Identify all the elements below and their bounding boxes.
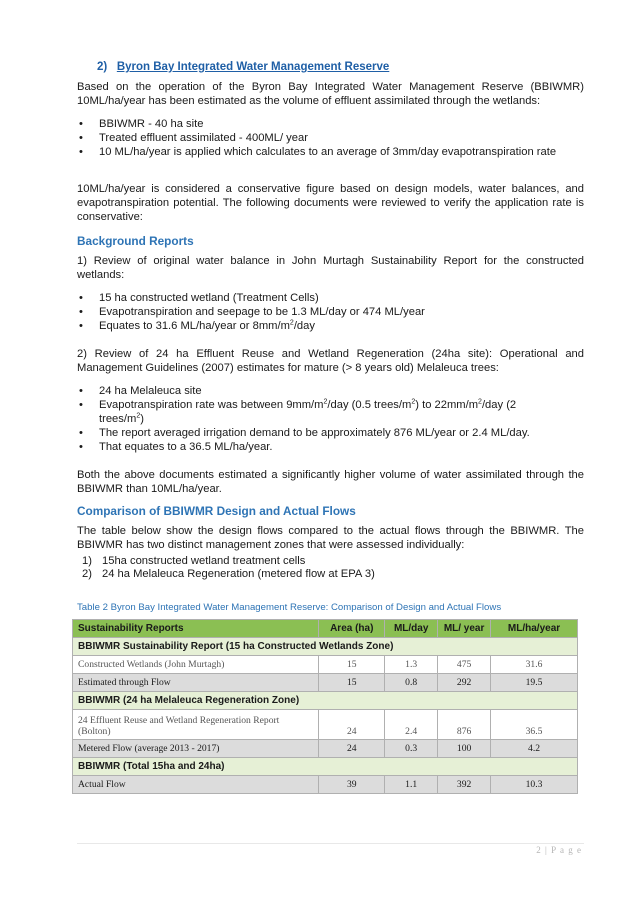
list-item: • 15 ha constructed wetland (Treatment Cells) <box>77 291 587 305</box>
comparison-heading: Comparison of BBIWMR Design and Actual Flows <box>77 504 356 518</box>
flows-table <box>72 619 578 794</box>
intro-paragraph: Based on the operation of the Byron Bay Integrated Water Management Reserve (BBIWMR) 10ML/ha/year has been estimated as the volume of effluent assimilated through the wetlands: <box>77 81 584 107</box>
zone-list <box>82 555 375 581</box>
table-header-row <box>73 620 578 638</box>
review1-bullet-list <box>77 291 587 333</box>
section-title: Byron Bay Integrated Water Management Reserve <box>116 61 390 73</box>
list-item: • That equates to a 36.5 ML/ha/year. <box>77 440 557 454</box>
table-row: Constructed Wetlands (John Murtagh) 15 1.3 475 31.6 <box>73 656 578 674</box>
footer-divider <box>77 843 584 844</box>
list-item: • Evapotranspiration rate was between $9mm/m^2$/day (0.5 trees/$m^2$) to $22mm/m^2$/day (2 trees/$m^2$) <box>77 398 557 426</box>
review2-paragraph: 2) Review of 24 ha Effluent Reuse and Wetland Regeneration (24ha site): Operational and Management Guidelines (2007) estimates for mature (> 8 years old) Melaleuca trees: <box>77 348 584 374</box>
review1-paragraph: 1) Review of original water balance in John Murtagh Sustainability Report for the constructed wetlands: <box>77 255 584 281</box>
list-item: 1) 15ha constructed wetland treatment cells <box>82 555 306 567</box>
header-cell: ML/ha/year <box>491 620 578 638</box>
header-cell: Sustainability Reports <box>73 620 319 638</box>
table-row: Metered Flow (average 2013 - 2017) 24 0.3 100 4.2 <box>73 740 578 758</box>
table-row: Actual Flow 39 1.1 392 10.3 <box>73 776 578 794</box>
list-item: • Treated effluent assimilated - 400ML/ year <box>77 131 587 145</box>
section-heading <box>97 61 389 73</box>
header-cell: ML/ year <box>438 620 491 638</box>
list-item: • The report averaged irrigation demand to be approximately 876 ML/year or 2.4 ML/day. <box>77 426 557 440</box>
table-section-row: BBIWMR (Total 15ha and 24ha) <box>73 758 578 776</box>
table-row: Estimated through Flow 15 0.8 292 19.5 <box>73 674 578 692</box>
intro-bullet-list <box>77 117 587 159</box>
section-number: 2) <box>97 61 108 73</box>
list-item: • Evapotranspiration and seepage to be 1.3 ML/day or 474 ML/year <box>77 305 587 319</box>
comparison-paragraph: The table below show the design flows compared to the actual flows through the BBIWMR. The BBIWMR has two distinct management zones that were assessed individually: <box>77 525 584 551</box>
table-section-row: BBIWMR (24 ha Melaleuca Regeneration Zone) <box>73 692 578 710</box>
conservative-paragraph: 10ML/ha/year is considered a conservative figure based on design models, water balances, and evapotranspiration potential. The following documents were reviewed to verify the application rate is conservative: <box>77 183 584 223</box>
table-caption: Table 2 Byron Bay Integrated Water Management Reserve: Comparison of Design and Actual Flows <box>77 602 502 613</box>
page-number: 2 | P a g e <box>536 845 582 855</box>
list-item: • 10 ML/ha/year is applied which calculates to an average of 3mm/day evapotranspiration rate <box>77 145 587 159</box>
list-item: 2) 24 ha Melaleuca Regeneration (metered flow at EPA 3) <box>82 568 375 580</box>
background-heading: Background Reports <box>77 234 194 248</box>
both-paragraph: Both the above documents estimated a significantly higher volume of water assimilated through the BBIWMR than 10ML/ha/year. <box>77 469 584 495</box>
list-item: • BBIWMR - 40 ha site <box>77 117 587 131</box>
table-row: 24 Effluent Reuse and Wetland Regeneration Report (Bolton) 24 2.4 876 36.5 <box>73 710 578 740</box>
header-cell: Area (ha) <box>319 620 385 638</box>
list-item: • 24 ha Melaleuca site <box>77 384 557 398</box>
list-item: • Equates to 31.6 ML/ha/year or $8mm/m^2$/day <box>77 319 587 333</box>
header-cell: ML/day <box>385 620 438 638</box>
table-section-row: BBIWMR Sustainability Report (15 ha Constructed Wetlands Zone) <box>73 638 578 656</box>
review2-bullet-list <box>77 384 557 454</box>
